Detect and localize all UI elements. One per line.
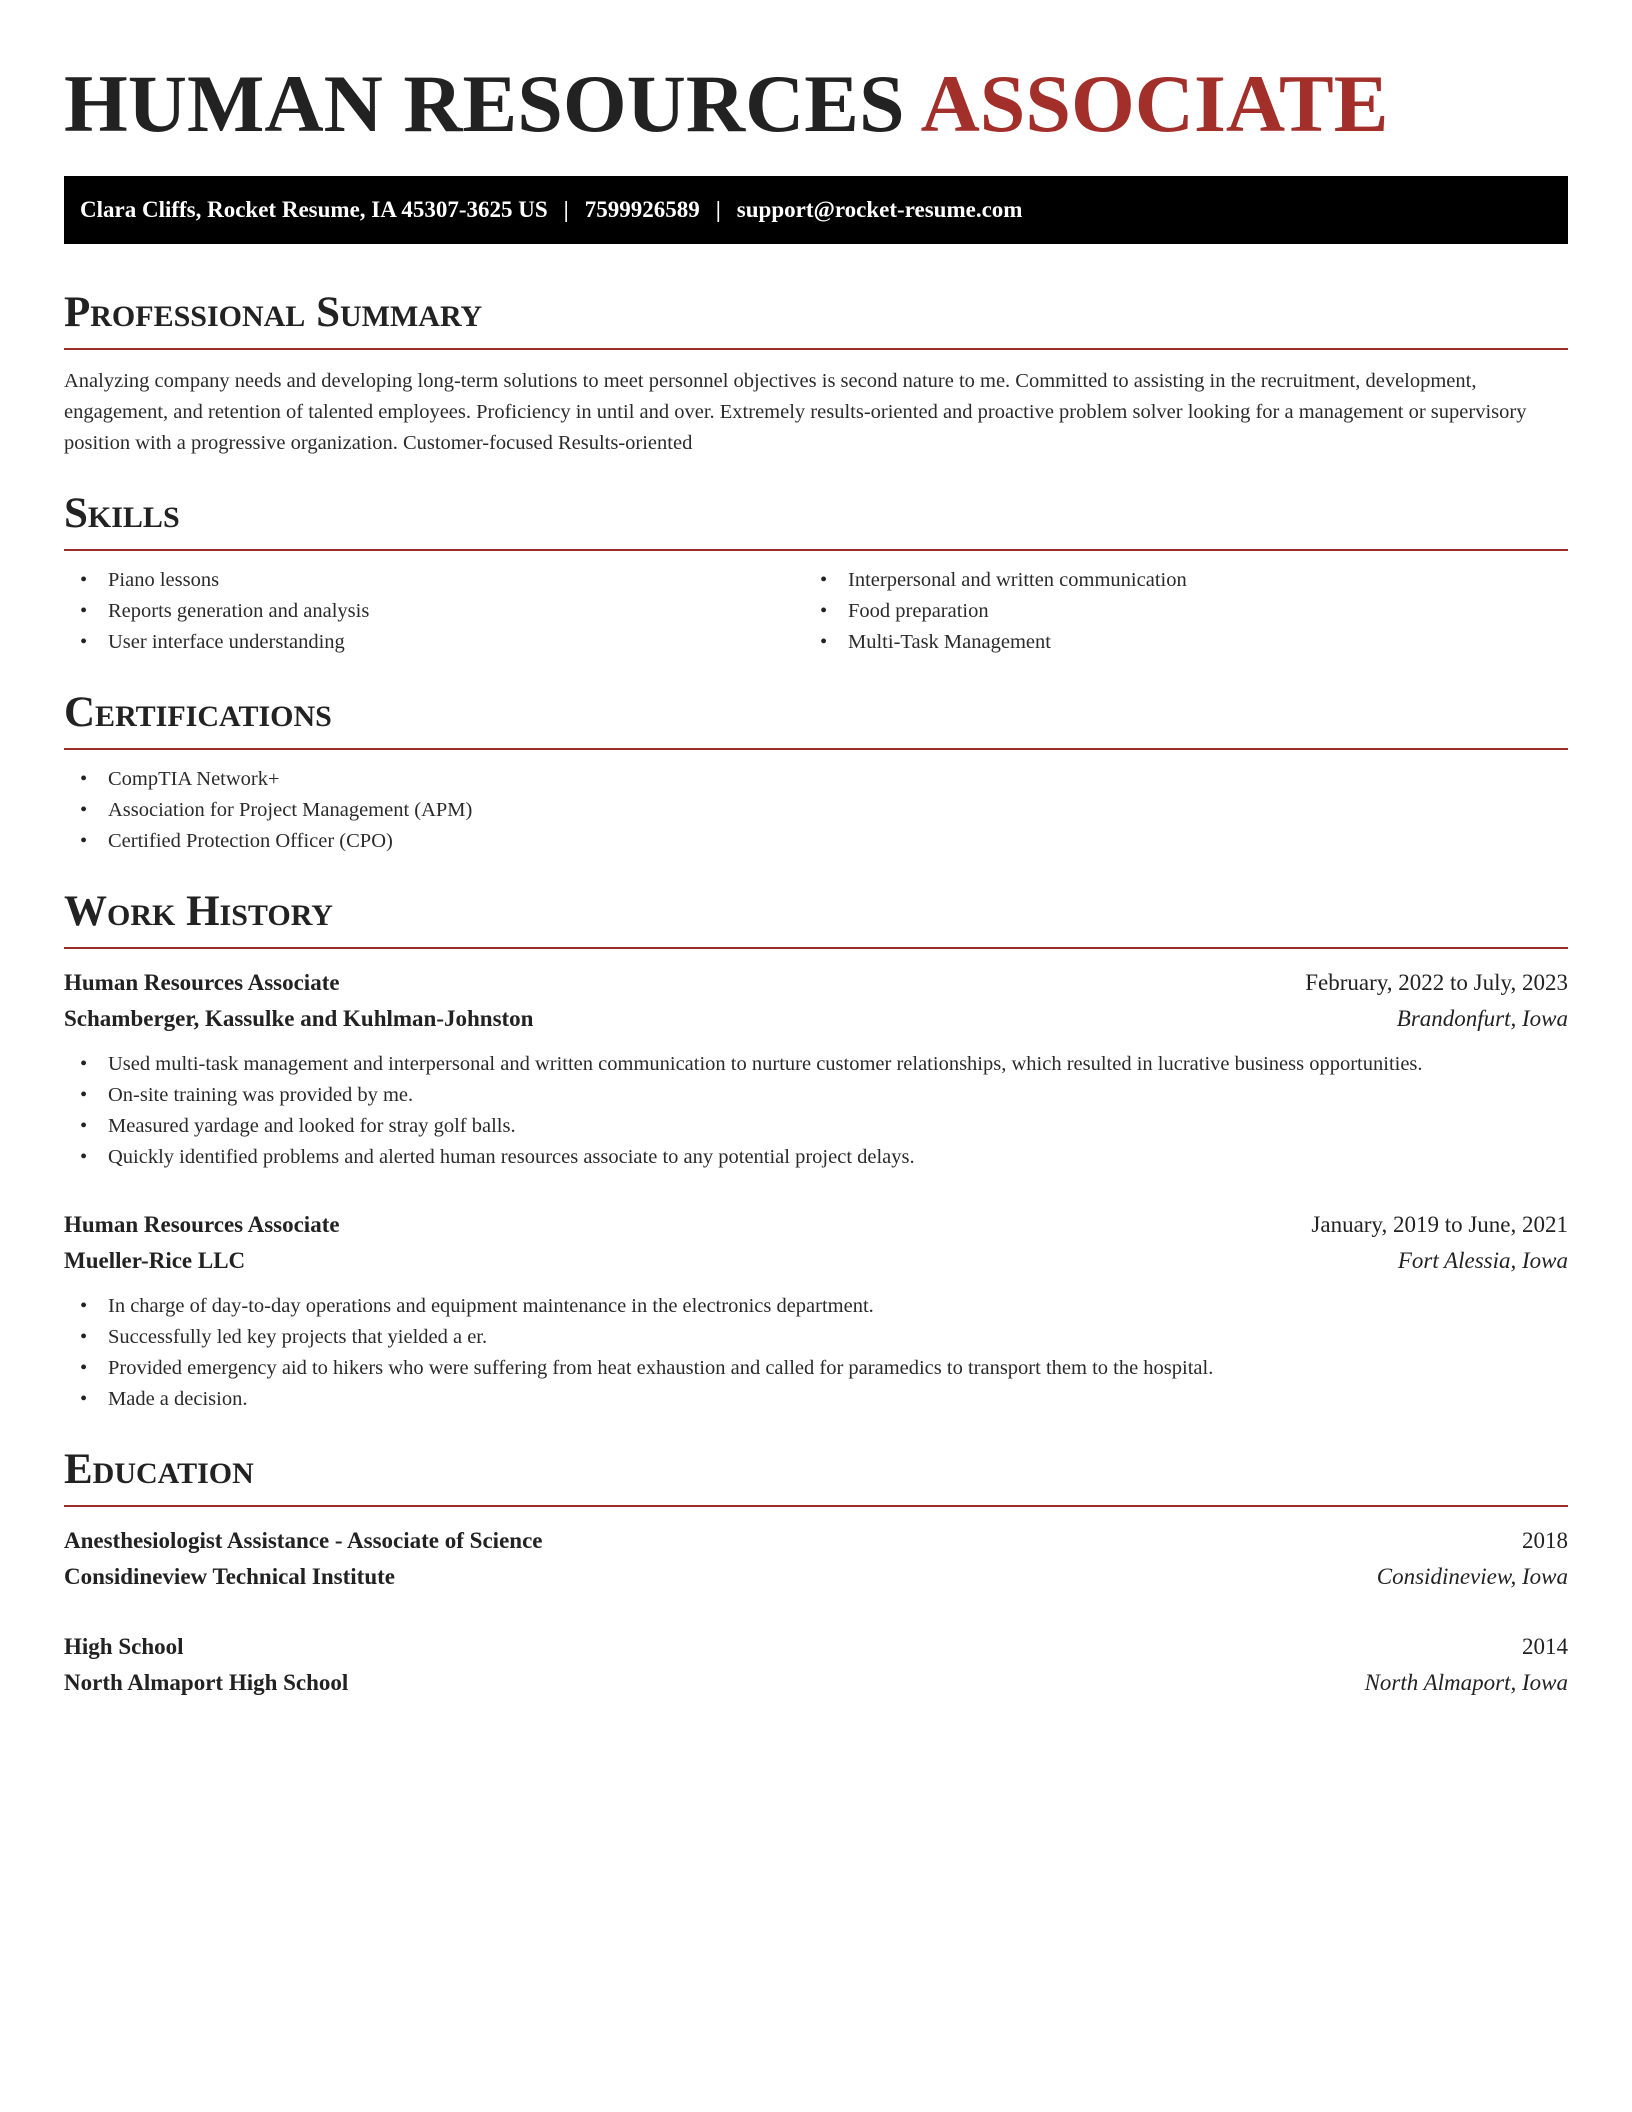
education-school-row (64, 1559, 1568, 1595)
job-header-row (64, 1207, 1568, 1243)
title-primary: HUMAN RESOURCES (64, 58, 905, 149)
job-company-row (64, 1243, 1568, 1279)
contact-address: Clara Cliffs, Rocket Resume, IA 45307-3625 US (80, 197, 548, 222)
job-bullet: • Used multi-task management and interpersonal and written communication to nurture customer relationships, which resulted in lucrative business opportunities. (64, 1049, 1568, 1080)
education-year: 2018 (1522, 1528, 1568, 1553)
education-heading: Education (64, 1445, 1568, 1507)
job-bullet: • Measured yardage and looked for stray golf balls. (64, 1111, 1568, 1142)
job-bullets (64, 1291, 1568, 1415)
education-degree: Anesthesiologist Assistance - Associate of Science (64, 1528, 543, 1553)
skill-item: • Piano lessons (64, 565, 804, 596)
education-location: North Almaport, Iowa (1364, 1670, 1568, 1695)
education-location: Considineview, Iowa (1376, 1564, 1568, 1589)
job-dates: February, 2022 to July, 2023 (1305, 970, 1568, 995)
contact-separator: | (563, 197, 569, 222)
job-company: Mueller-Rice LLC (64, 1248, 246, 1273)
education-entry (64, 1523, 1568, 1595)
work-history-heading: Work History (64, 887, 1568, 949)
skills-heading: Skills (64, 489, 1568, 551)
skills-section (64, 489, 1568, 658)
education-school: Considineview Technical Institute (64, 1564, 395, 1589)
skill-item: • Interpersonal and written communication (804, 565, 1568, 596)
job-company: Schamberger, Kassulke and Kuhlman-Johnston (64, 1006, 534, 1031)
contact-email: support@rocket-resume.com (736, 197, 1023, 222)
skill-item: • Multi-Task Management (804, 627, 1568, 658)
job-company-row (64, 1001, 1568, 1037)
contact-bar (64, 176, 1568, 244)
page-title (64, 0, 1568, 150)
job-header-row (64, 965, 1568, 1001)
job-title: Human Resources Associate (64, 1212, 340, 1237)
skills-list (64, 551, 1568, 658)
job-location: Brandonfurt, Iowa (1396, 1006, 1568, 1031)
work-history-section (64, 887, 1568, 1415)
title-accent: ASSOCIATE (920, 58, 1389, 149)
job-bullet: • Made a decision. (64, 1384, 1568, 1415)
education-entry (64, 1629, 1568, 1701)
job-bullets (64, 1049, 1568, 1173)
education-school-row (64, 1665, 1568, 1701)
summary-heading: Professional Summary (64, 288, 1568, 350)
job-title: Human Resources Associate (64, 970, 340, 995)
job-location: Fort Alessia, Iowa (1397, 1248, 1568, 1273)
contact-phone: 7599926589 (584, 197, 700, 222)
certifications-heading: Certifications (64, 688, 1568, 750)
education-header-row (64, 1523, 1568, 1559)
job-dates: January, 2019 to June, 2021 (1311, 1212, 1568, 1237)
certifications-section (64, 688, 1568, 857)
certification-item: • CompTIA Network+ (64, 764, 1568, 795)
job-bullet: • Successfully led key projects that yielded a er. (64, 1322, 1568, 1353)
certifications-list (64, 764, 1568, 857)
job-entry (64, 965, 1568, 1173)
summary-text: Analyzing company needs and developing long-term solutions to meet personnel objectives is second nature to me. Committed to assisting in the recruitment, development, engagement, and retention of talented employees. Proficiency in until and over. Extremely results-oriented and proactive problem solver looking for a management or supervisory position with a progressive organization. Customer-focused Results-oriented (64, 370, 1527, 454)
job-bullet: • Provided emergency aid to hikers who were suffering from heat exhaustion and called for paramedics to transport them to the hospital. (64, 1353, 1568, 1384)
skill-item: • User interface understanding (64, 627, 804, 658)
job-bullet: • Quickly identified problems and alerted human resources associate to any potential project delays. (64, 1142, 1568, 1173)
skill-item: • Food preparation (804, 596, 1568, 627)
skills-column-right (804, 565, 1568, 658)
skills-column-left (64, 565, 804, 658)
certification-item: • Certified Protection Officer (CPO) (64, 826, 1568, 857)
education-degree: High School (64, 1634, 184, 1659)
education-year: 2014 (1522, 1634, 1568, 1659)
job-bullet: • In charge of day-to-day operations and equipment maintenance in the electronics department. (64, 1291, 1568, 1322)
skill-item: • Reports generation and analysis (64, 596, 804, 627)
certification-item: • Association for Project Management (APM) (64, 795, 1568, 826)
education-section (64, 1445, 1568, 1701)
job-entry (64, 1207, 1568, 1415)
job-bullet: • On-site training was provided by me. (64, 1080, 1568, 1111)
contact-separator: | (715, 197, 721, 222)
summary-section (64, 288, 1568, 459)
education-school: North Almaport High School (64, 1670, 349, 1695)
education-header-row (64, 1629, 1568, 1665)
